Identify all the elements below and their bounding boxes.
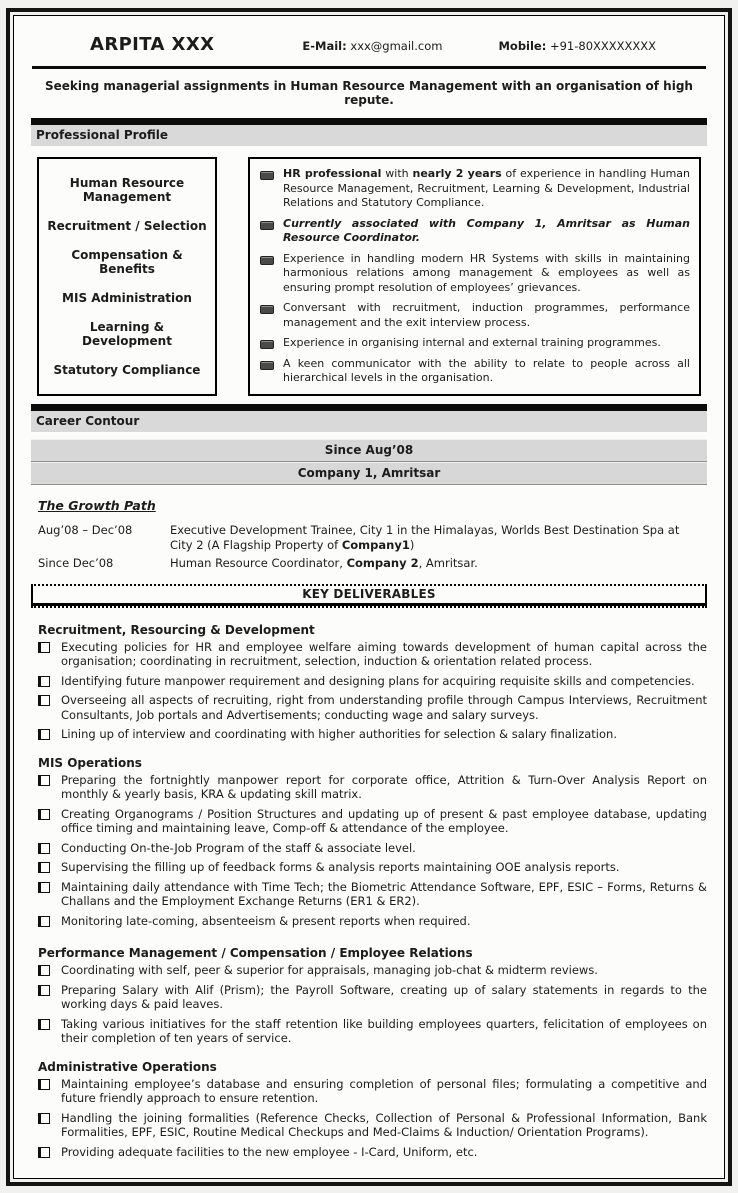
objective-statement: Seeking managerial assignments in Human Resource Management with an organisation of high repute. <box>45 79 693 107</box>
profile-bullet <box>258 167 690 211</box>
profile-bullet-text: Experience in handling modern HR Systems with skills in maintaining harmonious relations among management & employees as well as ensuring prompt resolution of employees’ grievances. <box>283 251 690 294</box>
deliverable-text: Supervising the filling up of feedback forms & analysis reports maintaining OOE analysis reports. <box>61 860 620 874</box>
mobile <box>498 39 656 53</box>
checkbox-bullet-icon <box>38 916 50 927</box>
deliverable-text: Providing adequate facilities to the new employee - I-Card, Uniform, etc. <box>61 1144 478 1159</box>
checkbox-bullet-icon <box>38 642 50 653</box>
group-heading: Performance Management / Compensation / Employee Relations <box>38 946 473 960</box>
deliverable-item <box>38 807 708 836</box>
mobile-label: Mobile: <box>498 39 547 53</box>
checkbox-bullet-icon <box>38 843 50 854</box>
key-deliverables-banner <box>31 584 707 608</box>
deliverable-item <box>38 674 708 689</box>
checkbox-bullet-icon <box>38 695 50 706</box>
email-label: E-Mail: <box>302 39 347 53</box>
tape-bullet-icon <box>260 340 274 349</box>
deliverable-text: Handling the joining formalities (Reference Checks, Collection of Personal & Professional Information, Bank Formalities, EPF, ESIC, Routine Medical Checkups and Med-Claims & Induction/ Orientation Programs). <box>61 1110 707 1139</box>
header-divider <box>32 66 706 69</box>
deliverable-item <box>38 914 708 929</box>
key-deliverables-title: KEY DELIVERABLES <box>33 586 705 606</box>
checkbox-bullet-icon <box>38 1113 50 1124</box>
skills-box <box>37 157 217 396</box>
profile-bullet-text: Conversant with recruitment, induction programmes, performance management and the exit interview process. <box>283 301 690 329</box>
deliverables-group-administrative <box>30 1060 708 1160</box>
group-heading: Administrative Operations <box>38 1059 217 1074</box>
profile-bullet-text: HR professional with nearly 2 years of experience in handling Human Resource Management, Recruitment, Learning & Development, Industrial Relations and Statutory Compliance. <box>283 167 691 209</box>
email-value: xxx@gmail.com <box>350 39 443 53</box>
tape-bullet-icon <box>260 221 274 230</box>
tape-bullet-icon <box>260 171 274 180</box>
skill-item: MIS Administration <box>62 290 192 305</box>
skill-item: Statutory Compliance <box>53 362 201 377</box>
checkbox-bullet-icon <box>38 882 50 893</box>
deliverable-text: Identifying future manpower requirement and designing plans for acquiring requisite skills and competencies. <box>61 673 695 688</box>
deliverable-item <box>38 1077 708 1106</box>
checkbox-bullet-icon <box>38 965 50 976</box>
checkbox-bullet-icon <box>38 1147 50 1158</box>
growth-desc: Executive Development Trainee, City 1 in the Himalayas, Worlds Best Destination Spa at City 2 (A Flagship Property of Company1) <box>170 522 680 552</box>
checkbox-bullet-icon <box>38 809 50 820</box>
deliverable-text: Taking various initiatives for the staff retention like building employees quarters, felicitation of employees on their completion of ten years of service. <box>61 1016 707 1045</box>
growth-path-title: The Growth Path <box>38 497 156 513</box>
deliverables-group-recruitment <box>30 623 708 742</box>
section-top-bar <box>31 404 707 411</box>
tenure-bar: Since Aug’08 <box>31 439 707 462</box>
deliverables-group-mis <box>30 756 708 929</box>
deliverable-item <box>38 693 708 722</box>
deliverable-text: Maintaining employee’s database and ensuring completion of personal files; formulating a competitive and future friendly approach to ensure retention. <box>61 1076 707 1105</box>
checkbox-bullet-icon <box>38 1079 50 1090</box>
header <box>30 24 708 59</box>
tape-bullet-icon <box>260 256 274 265</box>
skill-item: Recruitment / Selection <box>47 218 207 233</box>
profile-bullet <box>258 336 690 351</box>
growth-row <box>38 556 708 571</box>
profile-bullet-text: A keen communicator with the ability to relate to people across all hierarchical levels in the organisation. <box>283 356 690 384</box>
section-top-bar <box>31 118 707 125</box>
candidate-name: ARPITA XXX <box>90 34 215 55</box>
deliverable-text: Maintaining daily attendance with Time Tech; the Biometric Attendance Software, EPF, ESIC – Forms, Returns & Challans and the Employment Exchange Returns (ER1 & ER2). <box>61 879 707 908</box>
checkbox-bullet-icon <box>38 729 50 740</box>
checkbox-bullet-icon <box>38 775 50 786</box>
tape-bullet-icon <box>260 305 274 314</box>
profile-bullet <box>258 357 690 386</box>
profile-bullets-box <box>248 157 701 396</box>
mobile-value: +91-80XXXXXXXX <box>549 39 657 53</box>
deliverable-text: Coordinating with self, peer & superior for appraisals, managing job-chat & midterm reviews. <box>61 963 598 977</box>
growth-period: Since Dec’08 <box>38 555 114 570</box>
profile-bullet-text: Experience in organising internal and external training programmes. <box>283 336 661 349</box>
profile-bullet-text: Currently associated with Company 1, Amritsar as Human Resource Coordinator. <box>283 216 690 244</box>
deliverable-item <box>38 773 708 802</box>
deliverable-item <box>38 1017 708 1046</box>
resume-page <box>13 15 725 1179</box>
section-title-professional-profile: Professional Profile <box>31 125 707 146</box>
group-heading: MIS Operations <box>38 755 142 770</box>
deliverable-item <box>38 880 708 909</box>
skill-item: Compensation & Benefits <box>71 247 183 276</box>
deliverable-item <box>38 640 708 669</box>
deliverable-item <box>38 841 708 856</box>
deliverable-text: Preparing the fortnightly manpower report for corporate office, Attrition & Turn-Over Analysis Report on monthly & yearly basis, KRA & updating skill matrix. <box>61 772 707 801</box>
skill-item: Human Resource Management <box>69 175 185 204</box>
skill-item: Learning & Development <box>82 319 172 348</box>
section-title-career-contour: Career Contour <box>31 411 707 432</box>
deliverable-text: Executing policies for HR and employee welfare aiming towards development of human capital across the organisation; coordinating in recruitment, selection, induction & orientation related process. <box>61 639 707 668</box>
deliverable-text: Overseeing all aspects of recruiting, right from understanding profile through Campus Interviews, Recruitment Consultants, Job portals and Advertisements; conducting wage and salary surveys. <box>61 693 707 722</box>
deliverable-item <box>38 983 708 1012</box>
checkbox-bullet-icon <box>38 862 50 873</box>
deliverable-text: Conducting On-the-Job Program of the staff & associate level. <box>61 840 416 855</box>
profile-bullet <box>258 301 690 330</box>
deliverable-item <box>38 1145 708 1160</box>
deliverable-item <box>38 1111 708 1140</box>
growth-period: Aug’08 – Dec’08 <box>38 522 133 537</box>
deliverable-item <box>38 860 708 875</box>
deliverable-item <box>38 727 708 742</box>
deliverable-item <box>38 963 708 978</box>
checkbox-bullet-icon <box>38 985 50 996</box>
growth-row <box>38 523 708 553</box>
tape-bullet-icon <box>260 361 274 370</box>
deliverable-text: Lining up of interview and coordinating with higher authorities for selection & salary finalization. <box>61 727 617 741</box>
email <box>302 39 442 53</box>
checkbox-bullet-icon <box>38 676 50 687</box>
deliverable-text: Monitoring late-coming, absenteeism & present reports when required. <box>61 913 471 928</box>
growth-desc: Human Resource Coordinator, Company 2, Amritsar. <box>170 555 478 570</box>
company-bar: Company 1, Amritsar <box>31 462 707 485</box>
profile-bullet <box>258 252 690 296</box>
deliverable-text: Creating Organograms / Position Structures and updating up of present & past employee database, updating office timing and maintaining leave, Comp-off & attendance of the employee. <box>61 806 707 835</box>
deliverables-group-performance <box>30 946 708 1046</box>
deliverable-text: Preparing Salary with Alif (Prism); the Payroll Software, creating up of salary statements in regards to the working days & paid leaves. <box>61 982 707 1011</box>
profile-bullet <box>258 217 690 246</box>
group-heading: Recruitment, Resourcing & Development <box>38 622 315 637</box>
checkbox-bullet-icon <box>38 1019 50 1030</box>
professional-profile-body <box>37 157 701 396</box>
